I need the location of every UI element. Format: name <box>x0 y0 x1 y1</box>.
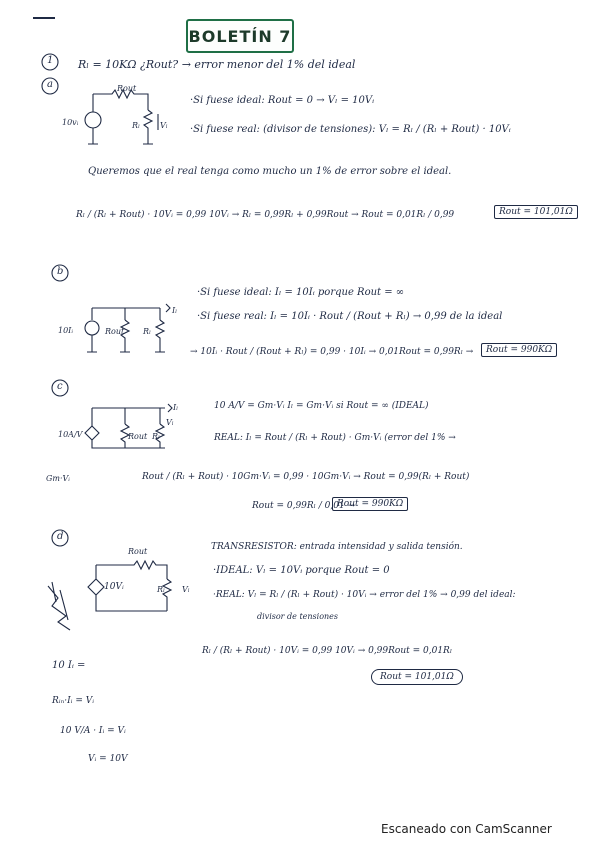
circuit-c-diagram <box>80 400 185 455</box>
circuit-b-source: 10Iᵢ <box>58 326 73 335</box>
circuit-a-rout: Rout <box>117 84 137 93</box>
part-d-ideal: ·IDEAL: Vₗ = 10Vᵢ porque Rout = 0 <box>213 565 390 576</box>
side-note-3: 10 V/A · Iᵢ = Vᵢ <box>60 726 126 736</box>
part-b-result: Rout = 990KΩ <box>481 343 557 357</box>
part-a-comment: Queremos que el real tenga como mucho un 1% de error sobre el ideal. <box>88 166 452 177</box>
part-c-line2: REAL: Iₗ = Rout / (Rₗ + Rout) · Gm·Vᵢ (error del 1% → <box>214 433 456 443</box>
side-note-1: 10 Iᵢ = <box>52 660 86 671</box>
part-b-derivation: → 10Iᵢ · Rout / (Rout + Rₗ) = 0,99 · 10Iᵢ → 0,01Rout = 0,99Rₗ → <box>190 347 474 357</box>
scanner-footer: Escaneado con CamScanner <box>381 822 552 836</box>
circuit-d-vl: Vₗ <box>182 585 190 594</box>
part-d-label: d <box>57 531 64 542</box>
circuit-b-rout: Rout <box>105 327 125 336</box>
problem-number: 1 <box>47 55 54 66</box>
part-b-ideal: ·Si fuese ideal: Iₗ = 10Iᵢ porque Rout = ∞ <box>197 287 405 298</box>
circuit-c-il: Iₗ <box>173 403 179 412</box>
part-d-divisor: divisor de tensiones <box>257 612 339 621</box>
top-dash <box>33 17 55 19</box>
part-c-result: Rout = 990KΩ <box>332 497 408 511</box>
circuit-c-vl: Vₗ <box>166 418 174 427</box>
part-b-real: ·Si fuese real: Iₗ = 10Iᵢ · Rout / (Rout + Rₗ) → 0,99 de la ideal <box>197 311 503 322</box>
circuit-b-rl: Rₗ <box>143 327 151 336</box>
scribble-mark <box>40 576 80 636</box>
part-a-derivation: Rₗ / (Rₗ + Rout) · 10Vᵢ = 0,99 10Vᵢ → Rₗ = 0,99Rₗ + 0,99Rout → Rout = 0,01Rₗ / 0,99 <box>76 210 455 220</box>
q1-header: Rₗ = 10KΩ ¿Rout? → error menor del 1% del ideal <box>78 58 356 71</box>
circuit-c-source: 10A/V <box>58 430 83 439</box>
side-note-4: Vᵢ = 10V <box>88 754 128 764</box>
part-d-derivation: Rₗ / (Rₗ + Rout) · 10Vᵢ = 0,99 10Vᵢ → 0,99Rout = 0,01Rₗ <box>202 646 453 656</box>
title-box <box>186 19 294 53</box>
circuit-a-rl: Rₗ <box>132 121 140 130</box>
circuit-c-rout: Rout <box>128 432 148 441</box>
part-a-real: ·Si fuese real: (divisor de tensiones): Vₗ = Rₗ / (Rₗ + Rout) · 10Vᵢ <box>190 124 511 135</box>
part-c-line4: Rout = 0,99Rₗ / 0,01 → <box>252 501 356 511</box>
part-a-result: Rout = 101,01Ω <box>494 205 578 219</box>
part-d-result: Rout = 101,01Ω <box>371 669 463 685</box>
circuit-d-rout: Rout <box>128 547 148 556</box>
part-d-transres: TRANSRESISTOR: entrada intensidad y salida tensión. <box>211 542 463 552</box>
part-a-label: a <box>47 79 53 90</box>
side-note-2: Rᵢₙ·Iᵢ = Vᵢ <box>52 696 95 706</box>
part-c-line1: 10 A/V = Gm·Vᵢ Iₗ = Gm·Vᵢ si Rout = ∞ (IDEAL) <box>214 401 429 411</box>
circuit-a-vl: Vₗ <box>160 121 168 130</box>
circuit-b-il: Iₗ <box>172 306 178 315</box>
part-c-label: c <box>57 381 63 392</box>
part-b-label: b <box>57 266 64 277</box>
circuit-d-source: 10Vᵢ <box>104 582 124 592</box>
circuit-a-diagram <box>60 82 170 152</box>
circuit-c-rl: Rₗ <box>152 432 160 441</box>
circuit-d-diagram <box>82 555 187 620</box>
circuit-d-rl: Rₗ <box>157 585 165 594</box>
part-c-line3: Rout / (Rₗ + Rout) · 10Gm·Vᵢ = 0,99 · 10Gm·Vᵢ → Rout = 0,99(Rₗ + Rout) <box>142 472 470 482</box>
circuit-c-gm: Gm·Vᵢ <box>46 474 70 483</box>
page-title: BOLETÍN 7 <box>188 26 292 46</box>
part-a-ideal: ·Si fuese ideal: Rout = 0 → Vₗ = 10Vᵢ <box>190 95 375 106</box>
circuit-a-source: 10vᵢ <box>62 118 79 127</box>
circuit-b-diagram <box>80 302 180 362</box>
part-d-real: ·REAL: Vₗ = Rₗ / (Rₗ + Rout) · 10Vᵢ → error del 1% → 0,99 del ideal: <box>213 590 516 600</box>
